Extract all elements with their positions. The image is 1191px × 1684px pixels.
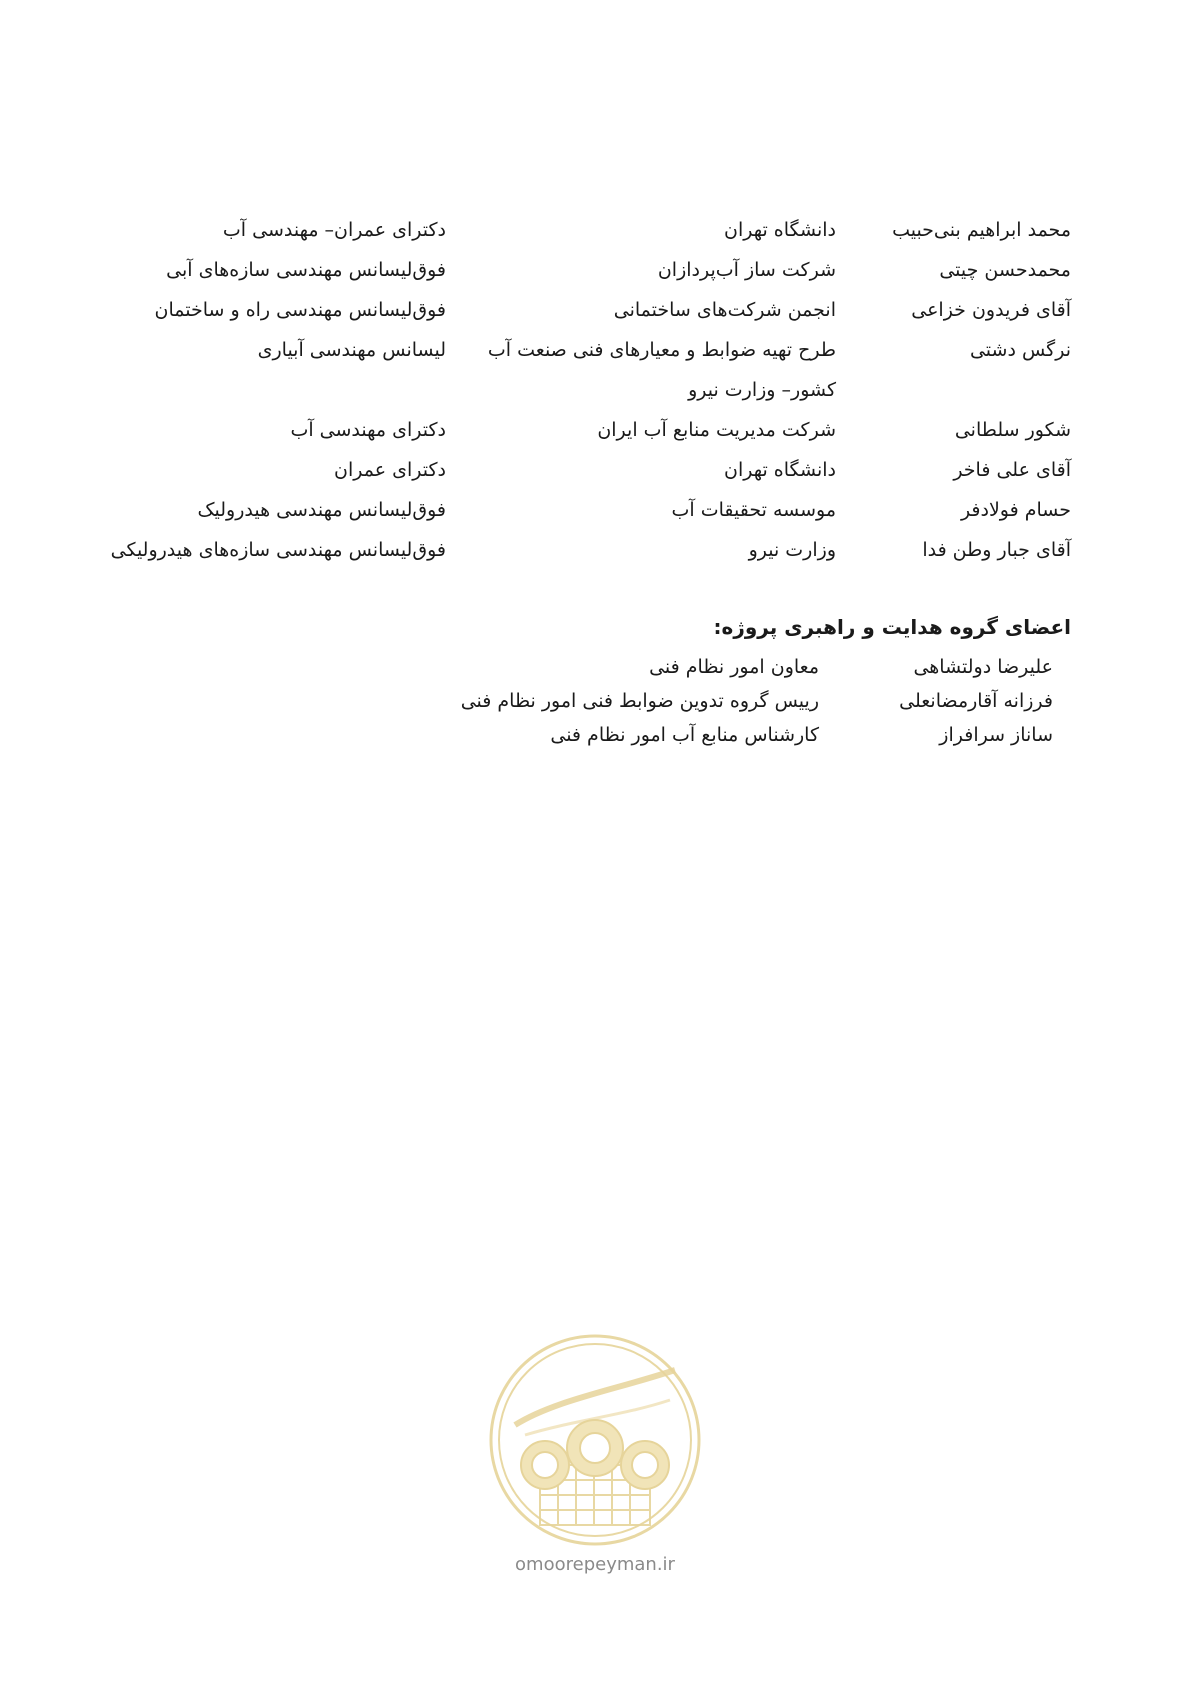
leader-row [111, 718, 1071, 752]
member-row [111, 330, 1071, 410]
member-name: محمدحسن چیتی [939, 259, 1071, 281]
member-name: حسام فولادفر [960, 499, 1071, 521]
member-row [111, 410, 1071, 450]
member-degree: دکترای عمران [334, 459, 446, 481]
leader-name: ساناز سرافراز [939, 724, 1053, 746]
member-degree: فوق‌لیسانس مهندسی سازه‌های هیدرولیکی [110, 539, 446, 561]
org-line: انجمن شرکت‌های ساختمانی [613, 299, 836, 321]
org-line: وزارت نیرو [748, 539, 836, 561]
watermark-logo [485, 1330, 705, 1620]
member-name: نرگس دشتی [969, 339, 1071, 361]
org-line: شرکت مدیریت منابع آب ایران [597, 419, 836, 441]
member-row [111, 250, 1071, 290]
leader-name: علیرضا دولتشاهی [913, 656, 1053, 678]
omoorepeyman-seal-icon [485, 1330, 705, 1550]
member-organization [476, 290, 836, 330]
org-line: شرکت ساز آب‌پردازان [657, 259, 836, 281]
member-degree: فوق‌لیسانس مهندسی هیدرولیک [197, 499, 446, 521]
member-organization [476, 330, 836, 410]
member-name: محمد ابراهیم بنی‌حبیب [892, 219, 1071, 241]
org-line: دانشگاه تهران [723, 219, 836, 241]
steering-group-heading: اعضای گروه هدایت و راهبری پروژه: [713, 615, 1071, 639]
member-organization [476, 250, 836, 290]
leader-row [111, 650, 1071, 684]
member-row [111, 290, 1071, 330]
member-name: آقای علی فاخر [953, 459, 1071, 481]
member-degree: فوق‌لیسانس مهندسی سازه‌های آبی [166, 259, 446, 281]
org-line: کشور– وزارت نیرو [688, 379, 836, 401]
leader-role: رییس گروه تدوین ضوابط فنی امور نظام فنی [460, 690, 819, 712]
steering-group [111, 612, 1071, 752]
member-row [111, 210, 1071, 250]
member-row [111, 490, 1071, 530]
member-name: آقای جبار وطن فدا [922, 539, 1071, 561]
org-line: طرح تهیه ضوابط و معیارهای فنی صنعت آب [487, 339, 836, 361]
leader-role: کارشناس منابع آب امور نظام فنی [550, 724, 819, 746]
member-row [111, 530, 1071, 570]
member-degree: دکترای عمران– مهندسی آب [222, 219, 446, 241]
member-name: شکور سلطانی [954, 419, 1071, 441]
member-degree: فوق‌لیسانس مهندسی راه و ساختمان [154, 299, 446, 321]
leader-name: فرزانه آقارمضانعلی [899, 690, 1053, 712]
members-table [111, 210, 1071, 570]
member-degree: لیسانس مهندسی آبیاری [257, 339, 446, 361]
member-organization [476, 490, 836, 530]
member-row [111, 450, 1071, 490]
member-name: آقای فریدون خزاعی [911, 299, 1071, 321]
member-organization [476, 530, 836, 570]
member-organization [476, 210, 836, 250]
member-organization [476, 450, 836, 490]
leader-row [111, 684, 1071, 718]
org-line: موسسه تحقیقات آب [671, 499, 836, 521]
org-line: دانشگاه تهران [723, 459, 836, 481]
member-organization [476, 410, 836, 450]
member-degree: دکترای مهندسی آب [290, 419, 446, 441]
leader-role: معاون امور نظام فنی [649, 656, 819, 678]
watermark-site: omoorepeyman.ir [515, 1554, 675, 1575]
